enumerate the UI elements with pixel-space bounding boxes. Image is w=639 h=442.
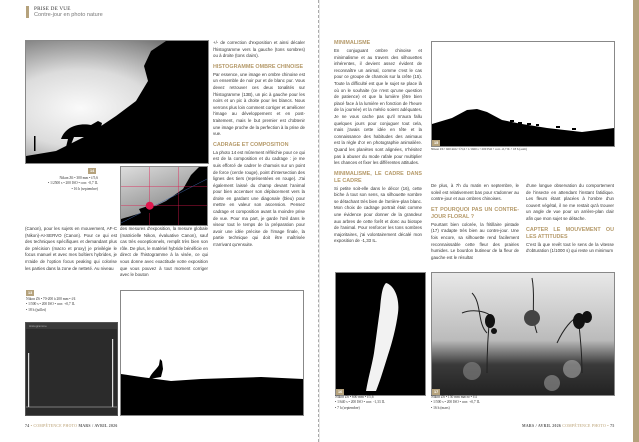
heading-capter-le-mouvement: CAPTER LE MOUVEMENT OU LES ATTITUDES xyxy=(526,226,614,240)
right-column-1-text xyxy=(334,40,422,245)
issue-date: MARS / AVRIL 2026 xyxy=(78,424,118,428)
issue-date: MARS / AVRIL 2026 xyxy=(522,424,562,428)
caption-line: • 1/500 s • 200 ISO • corr. +0,7 IL xyxy=(431,400,481,405)
caption-line: • 16 h (mars) xyxy=(431,405,450,410)
heading-cadre-dans-le-cadre: MINIMALISME, LE CADRE DANS LE CADRE xyxy=(334,170,422,184)
caption-line: • 1/500 s • 200 ISO • corr. +0,7 IL xyxy=(26,302,76,307)
paragraph: Si petite soit-elle dans le décor (16), cette biche à tout son sens, sa silhouette sombre se détachant très bien de l'arrière-plan blanc. Mon choix de cadrage portrait était comme une évidence pour donner de la grandeur aux arbres de cette forêt et donc au biotope de l'animal. Pour renforcer les tons sombres majoritaires, j'ai volontairement décalé mon exposition de -1,33 IL. xyxy=(334,185,422,244)
photo-hare-silhouette xyxy=(120,290,304,416)
photo-number-badge: 13 xyxy=(28,291,33,295)
photo-composition-diagram xyxy=(120,166,208,226)
histogram-panel xyxy=(25,322,118,416)
page-footer xyxy=(25,424,118,428)
heading-cadrage: CADRAGE ET COMPOSITION xyxy=(213,141,289,148)
photo-number-badge: 15 xyxy=(434,141,439,145)
paragraph: Pourtant bien colorée, la fritillaire pintade (17) s'adapte très bien au contre-jour. Une fois encore, sa silhouette rend facilement reconnaissable cette fleur des prairies humides. Le bourdon butineur de la fleur de gauche est le résultat xyxy=(431,221,519,260)
histogram-panel-title: Histogramme xyxy=(26,323,117,329)
photo-caption xyxy=(335,395,427,411)
paragraph: Par essence, une image en ombre chinoise est un ensemble de noir pur et de blanc pur. Vous devez retrouver ces deux tonalités sur l'histogramme (13B), un pic à gauche pour les noirs et un pic à droite pour les blancs. Nous verrons plus loin comment corriger et améliorer l'image au développement et en post-traitement, mais le but premier est d'obtenir une image proche de la perfection à la prise de vue. xyxy=(213,71,305,137)
caption-line: Nikon Z6 • 300 mm • f/5,6 xyxy=(59,176,98,180)
right-column-3-text xyxy=(526,183,614,255)
photo-number-badge: 17 xyxy=(434,390,439,394)
page-number: 74 xyxy=(25,424,30,428)
magazine-name: COMPÉTENCE PHOTO xyxy=(33,424,78,428)
paragraph: C'est là que revêt tout le sens de la vitesse d'obturation (1/1000 s) qui reste un minimum xyxy=(526,241,614,254)
photo-caption xyxy=(26,297,116,313)
photo-caption xyxy=(431,395,551,411)
heading-contre-jour-floral: ET POURQUOI PAS UN CONTRE-JOUR FLORAL ? xyxy=(431,206,519,220)
photo-caption: Nikon Z6 • 600 mm • f/5,6 • 1/1600 s • 200 ISO • corr. -0,7 IL • 18 h (août) xyxy=(431,147,527,151)
section-title: PRISE DE VUE xyxy=(34,6,71,12)
left-column-text: (Canon), pour les sujets en mouvement, AF-C (Nikon)-AI-SERVO (Canon). Pour ce qui est des techniques spécifiques et demandant plus de précision (macro et proxy) je privilégie le focus manuel et avec mes boîtiers hybrides, je m'aide de l'option focus peaking qui colorise les parties dans la zone de netteté. Au niveau xyxy=(25,226,117,271)
center-column-text: des mesures d'exposition, la mesure globale (matricielle Nikon, évaluative Canon), sauf cas très exceptionnels, remplit très bien son rôle. De plus, le matériel hybride bénéficie en direct de l'histogramme à la visée, ce qui vous donne avec exactitude votre exposition que vous pouvez à tout moment corriger avec le bouton xyxy=(120,226,208,278)
heading-minimalisme: MINIMALISME xyxy=(334,40,371,46)
caption-line: • 18 h (juillet) xyxy=(26,307,47,312)
photo-number-badge: 16 xyxy=(338,390,343,394)
right-page xyxy=(320,0,639,442)
paragraph: En conjuguant ombre chinoise et minimalisme et au travers des silhouettes inhérentes, il devient assez évident de reconnaître un animal, comme c'est le cas pour ce groupe de chamois sur la crête (15). Toute la difficulté est que le sujet se place là où on le souhaite (ce n'est qu'une question de patience) et que la lumière (être bien placé face à la lumière en fonction de l'heure de la journée) et la météo soient adéquates. Je ne vous cache pas qu'il m'aura fallu quelques jours pour conjuguer tout cela, mais j'avais cette idée en tête et la connaissance des habitudes des animaux est la règle d'or en photographie animalière. Quand les planètes sont alignées, n'hésitez pas à abuser du mode rafale pour multiplier les chances et fixer les différentes attitudes. xyxy=(334,48,422,166)
right-column-2-text xyxy=(431,183,519,261)
caption-line: • 16 h (septembre) xyxy=(71,186,98,191)
photo-chamois-silhouette xyxy=(25,40,209,164)
caption-line: • 1/640 s • 200 ISO • corr. -1,33 IL xyxy=(335,400,385,405)
separator: • xyxy=(30,424,34,428)
page-footer xyxy=(522,424,615,428)
photo-forest-deer xyxy=(335,272,426,396)
caption-line: • 7 h (septembre) xyxy=(335,405,360,410)
paragraph: De plus, à 7h du matin en septembre, le soleil est relativement bas pour s'adonner au contre-jour et aux ombres chinoises. xyxy=(431,183,519,202)
page-edge-bar xyxy=(633,0,639,442)
caption-line: Nikon Z6 • 600 mm • f/5,6 xyxy=(335,395,374,399)
paragraph: d'une longue observation du comportement de l'insecte en attendant l'instant fatidique. Les fleurs étant placées à l'ombre d'un couvert végétal, il ne me restait qu'à trouver un angle de vue pour un arrière-plan clair afin que mon sujet se détache. xyxy=(526,183,614,221)
section-subtitle: Contre-jour en photo nature xyxy=(34,12,103,18)
left-page xyxy=(0,0,319,442)
photo-ridge-chamois xyxy=(431,41,615,147)
left-column-mid-text xyxy=(213,40,305,249)
heading-histogramme: HISTOGRAMME OMBRE CHINOISE xyxy=(213,63,304,70)
paragraph: +/- de correction d'exposition et ainsi décaler l'histogramme vers la gauche (tons sombres) ou à droite (tons clairs). xyxy=(213,40,305,59)
section-header xyxy=(26,6,103,18)
magazine-name: COMPÉTENCE PHOTO xyxy=(562,424,607,428)
page-number: 75 xyxy=(610,424,615,428)
photo-fritillaria-flowers xyxy=(431,272,615,396)
photo-caption xyxy=(26,176,98,192)
photo-number-badge: 14 xyxy=(90,169,95,173)
caption-line: • 1/2500 s • 200 ISO • corr. -0,7 IL xyxy=(48,181,98,186)
caption-line: Nikon Z6 • 70-200 à 200 mm • f/4 xyxy=(26,297,76,301)
caption-line: Nikon Z6 • 150 mm macro • f/4 xyxy=(431,395,477,399)
paragraph: La photo 14 est mûrement réfléchie pour ce qui est de la composition et du cadrage : je me suis efforcé de cadrer le chamois sur un point de force (cercle rouge), point d'intersection des lignes des tiers (représentées en rouge). J'ai également laissé du champ devant l'animal pour bien accentuer son déplacement vers la droite en gardant une diagonale (bleu) pour mettre en valeur son ascension. Pensez cadrage et composition avant la moindre prise de vue. Pour ma part, je garde l'œil dans le viseur tout le temps de la préparation pour avoir une idée précise de l'image finale, la partie technique qui doit être maîtrisée n'arrivant qu'ensuite. xyxy=(213,149,306,248)
separator: • xyxy=(607,424,611,428)
